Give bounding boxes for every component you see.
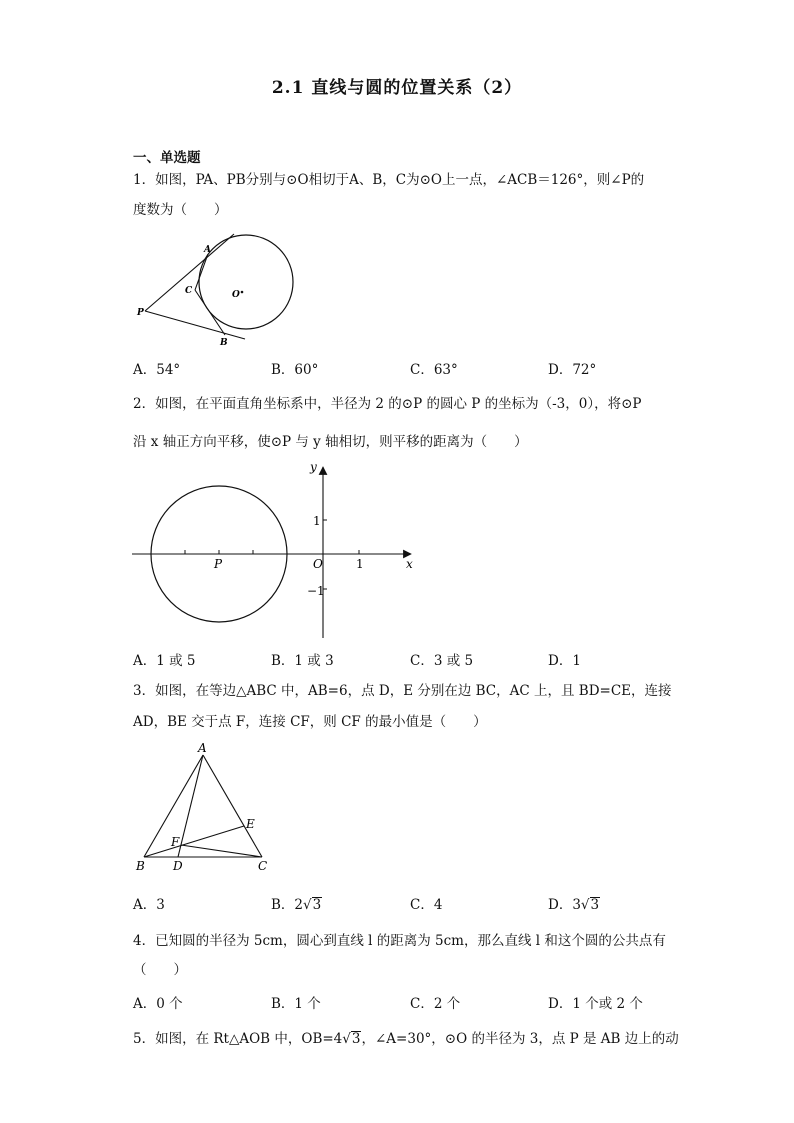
q1-label-a: A: [204, 245, 211, 255]
q3-label-d: D: [173, 859, 183, 873]
q2-tick-label-1y: 1: [313, 514, 321, 528]
q3-segment-cf: [181, 845, 262, 857]
q3-option-b-radicand: 3: [312, 897, 322, 913]
q1-figure: [130, 230, 300, 350]
q4-text-line2: （ ）: [133, 962, 187, 978]
q3-option-b[interactable]: B．2√3: [271, 897, 322, 913]
q3-figure: [130, 740, 280, 875]
q2-option-a[interactable]: A．1 或 5: [133, 653, 196, 669]
q1-option-d[interactable]: D．72°: [548, 362, 597, 378]
q1-options: [133, 358, 663, 378]
q2-option-d[interactable]: D．1: [548, 653, 581, 669]
sqrt-symbol: √: [303, 897, 312, 913]
q1-segment-ac: [195, 254, 208, 290]
q2-option-b[interactable]: B．1 或 3: [271, 653, 334, 669]
section-heading: 一、单选题: [133, 150, 201, 166]
q2-label-p: P: [214, 557, 223, 571]
q2-text-line2: 沿 x 轴正方向平移，使⊙P 与 y 轴相切，则平移的距离为（ ）: [133, 434, 528, 450]
q2-label-o: O: [313, 557, 323, 571]
q3-option-d[interactable]: D．3√3: [548, 897, 600, 913]
q3-label-c: C: [258, 859, 268, 873]
q2-text-line1: 2．如图，在平面直角坐标系中，半径为 2 的⊙P 的圆心 P 的坐标为（-3，0），将⊙P: [133, 396, 642, 412]
q2-label-x: x: [406, 557, 413, 571]
q1-text-line1: 1．如图，PA、PB分别与⊙O相切于A、B，C为⊙O上一点，∠ACB＝126°，则∠P的: [133, 172, 645, 188]
q4-option-c[interactable]: C．2 个: [410, 996, 461, 1012]
q3-option-d-radicand: 3: [590, 897, 600, 913]
q1-option-b[interactable]: B．60°: [271, 362, 319, 378]
q1-label-b: B: [220, 338, 228, 348]
q4-options: [133, 992, 663, 1012]
q1-option-c[interactable]: C．63°: [410, 362, 458, 378]
q3-label-b: B: [136, 859, 145, 873]
sqrt-symbol: √: [342, 1031, 351, 1047]
q2-options: [133, 649, 663, 669]
q3-segment-ad: [178, 755, 203, 857]
q3-text-line2: AD，BE 交于点 F，连接 CF，则 CF 的最小值是（ ）: [133, 714, 487, 730]
q2-label-y: y: [310, 460, 317, 474]
q3-label-f: F: [171, 835, 180, 849]
q1-label-p: P: [137, 308, 144, 318]
q3-label-e: E: [246, 817, 255, 831]
q3-side-ac: [203, 755, 262, 857]
q4-option-b[interactable]: B．1 个: [271, 996, 321, 1012]
q5-text-line1: 5．如图，在 Rt△AOB 中，OB=4√3，∠A=30°，⊙O 的半径为 3，点 P 是 AB 边上的动: [133, 1031, 679, 1047]
q3-option-c[interactable]: C．4: [410, 897, 443, 913]
q1-label-c: C: [185, 286, 193, 296]
q5-radicand: 3: [351, 1031, 361, 1047]
q1-circle-o: [199, 235, 293, 329]
q4-text-line1: 4．已知圆的半径为 5cm，圆心到直线 l 的距离为 5cm，那么直线 l 和这个圆的公共点有: [133, 933, 666, 949]
q3-option-a[interactable]: A．3: [133, 897, 165, 913]
q2-tick-label-1x: 1: [356, 557, 364, 571]
q1-tangent-pb: [145, 311, 245, 339]
q3-options: [133, 893, 663, 913]
q1-tangent-pa: [145, 234, 234, 311]
q2-option-c[interactable]: C．3 或 5: [410, 653, 474, 669]
q1-center-dot: [241, 291, 244, 294]
q1-label-o: O: [232, 290, 240, 300]
page-title: 2.1 直线与圆的位置关系（2）: [271, 78, 523, 98]
q1-option-a[interactable]: A．54°: [133, 362, 181, 378]
q2-figure: [130, 455, 420, 645]
q4-option-d[interactable]: D．1 个或 2 个: [548, 996, 643, 1012]
q1-text-line2: 度数为（ ）: [133, 202, 228, 218]
sqrt-symbol: √: [580, 897, 590, 913]
q3-label-a: A: [198, 741, 207, 755]
q4-option-a[interactable]: A．0 个: [133, 996, 183, 1012]
q3-text-line1: 3．如图，在等边△ABC 中，AB=6，点 D，E 分别在边 BC，AC 上，且 BD=CE，连接: [133, 683, 672, 699]
q1-segment-cb: [195, 290, 225, 335]
q2-tick-label-neg1: −1: [307, 584, 325, 598]
